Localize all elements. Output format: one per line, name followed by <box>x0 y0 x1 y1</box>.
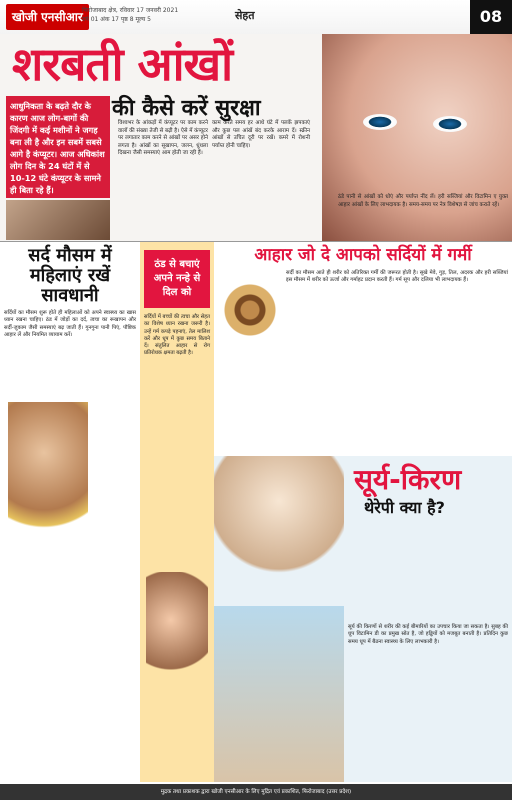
winter-women-headline: सर्द मौसम में महिलाएं रखें सावधानी <box>28 245 112 306</box>
eye-illustration-left <box>363 114 397 130</box>
sun-therapy-article <box>214 456 512 782</box>
lead-article <box>0 34 512 242</box>
meta-line-2: वर्ष 01 अंक 17 पृष्ठ 8 मूल्य 5 <box>82 16 152 23</box>
masthead <box>0 0 512 36</box>
lead-highlight-box: आधुनिकता के बढ़ते दौर के कारण आज लोग-बागों की जिंदगी में कई मशीनों ने जगह बना ली है और इन सबमें सबसे आगे है कंप्यूटर। आज अधिकांश लोग दिन के 24 घंटों में से 10-12 घंटे कंप्यूटर के सामने ही बिता रहे हैं। <box>6 96 110 198</box>
kids-headline: ठंड से बचाएं अपने नन्हे से दिल को <box>144 250 210 308</box>
winter-women-article <box>0 242 141 782</box>
winter-women-body: सर्दियों का मौसम शुरू होते ही महिलाओं को अपने स्वास्थ्य का खास ध्यान रखना चाहिए। ठंड में जोड़ों का दर्द, त्वचा का रूखापन और सर्दी-जुकाम जैसी समस्याएं बढ़ जाती हैं। गुनगुना पानी पिएं, पौष्टिक आहार लें और नियमित व्यायाम करें। <box>4 310 136 339</box>
diet-photo-dryfruits <box>220 270 280 350</box>
kids-photo <box>146 572 208 692</box>
page-number: 08 <box>470 0 512 34</box>
brand-logo: खोजी एनसीआर <box>6 4 89 30</box>
sun-therapy-photo-beach <box>214 606 344 782</box>
lead-column-3: ठंडे पानी से आंखों को धोएं और पर्याप्त नींद लें। हरी सब्जियां और विटामिन ए युक्त आहार आंखों के लिए लाभदायक है। समय-समय पर नेत्र विशेषज्ञ से जांच कराते रहें। <box>338 194 508 208</box>
lead-column-2: काम करते समय हर आधे घंटे में पलकें झपकाएं और कुछ पल आंखें बंद करके आराम दें। स्क्रीन आंखों से उचित दूरी पर रखें। कमरे में रोशनी पर्याप्त होनी चाहिए। <box>212 120 310 149</box>
meta-line-1: फिरोजाबाद क्षेत्र, रविवार 17 जनवरी 2021 <box>82 7 179 14</box>
diet-body: सर्दी का मौसम आते ही शरीर को अतिरिक्त गर्मी की जरूरत होती है। सूखे मेवे, गुड़, तिल, अदरक और हरी सब्जियां इस मौसम में शरीर को ऊर्जा और गर्माहट प्रदान करती हैं। गर्म सूप और दलिया भी लाभदायक हैं। <box>286 270 508 284</box>
kids-article <box>140 242 214 782</box>
eye-illustration-right <box>433 116 467 132</box>
winter-women-photo <box>8 402 88 547</box>
section-title: सेहत <box>235 9 255 22</box>
imprint-footer: मुद्रक तथा प्रकाशक द्वारा खोजी एनसीआर के लिए मुद्रित एवं प्रकाशित, फिरोजाबाद (उत्तर प्रदेश) <box>0 784 512 800</box>
kids-body: सर्दियों में बच्चों की त्वचा और सेहत का विशेष ध्यान रखना जरूरी है। उन्हें गर्म कपड़े पहनाएं, तेल मालिश करें और धूप में कुछ समय बिताने दें। संतुलित आहार से रोग प्रतिरोधक क्षमता बढ़ती है। <box>144 314 210 357</box>
lead-subheadline: की कैसे करें सुरक्षा <box>112 96 261 121</box>
sun-therapy-headline: सूर्य-किरण <box>354 463 462 496</box>
diet-headline: आहार जो दे आपको सर्दियों में गर्मी <box>254 245 472 265</box>
sun-therapy-photo-yoga <box>214 456 344 606</box>
sun-therapy-subheadline: थेरेपी क्या है? <box>364 498 445 517</box>
lead-photo-eyes <box>322 34 512 241</box>
sun-therapy-body: सूर्य की किरणों से शरीर की कई बीमारियों का उपचार किया जा सकता है। सुबह की धूप विटामिन डी का प्रमुख स्रोत है, जो हड्डियों को मजबूत बनाती है। प्रतिदिन कुछ समय धूप में बैठना स्वास्थ्य के लिए लाभकारी है। <box>348 624 508 645</box>
diet-article <box>214 242 512 452</box>
lead-column-1: विश्वभर के आंकड़ों में कंप्यूटर पर काम करने वालों की संख्या तेजी से बढ़ी है। ऐसे में कंप्यूटर पर लगातार काम करने से आंखों पर असर होने लगता है। आंखों का सूखापन, जलन, धुंधला दिखना जैसी समस्याएं आम होती जा रही हैं। <box>118 120 208 157</box>
lead-photo-woman <box>6 200 110 240</box>
lead-headline: शरबती आंखों <box>12 37 233 91</box>
issue-meta <box>82 6 178 24</box>
